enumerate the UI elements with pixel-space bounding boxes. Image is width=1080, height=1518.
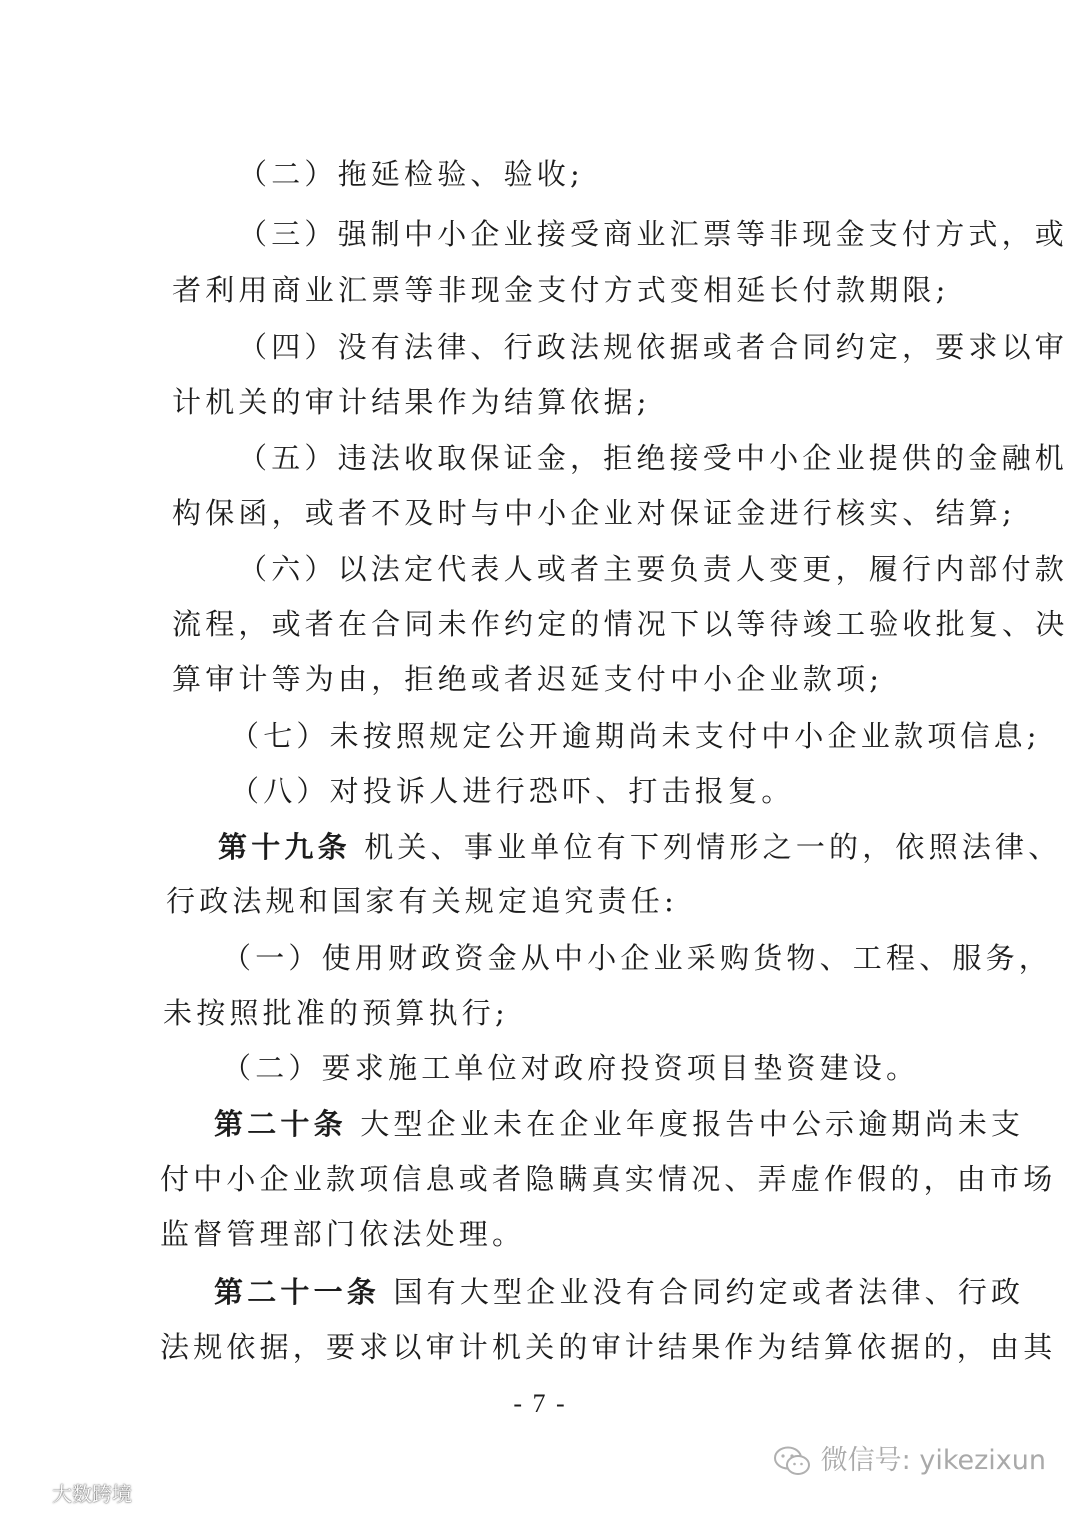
text-line: （二）拖延检验、验收; — [238, 157, 584, 191]
text-line: 流程，或者在合同未作约定的情况下以等待竣工验收批复、决 — [172, 607, 1069, 641]
text-line: （六）以法定代表人或者主要负责人变更，履行内部付款 — [238, 552, 1069, 586]
page-number: - 7 - — [513, 1389, 567, 1418]
text-line: 法规依据，要求以审计机关的审计结果作为结算依据的，由其 — [160, 1330, 1057, 1364]
text-line: （四）没有法律、行政法规依据或者合同约定，要求以审 — [238, 330, 1069, 364]
text-line: 构保函，或者不及时与中小企业对保证金进行核实、结算; — [172, 496, 1016, 530]
article-heading: 第二十条 — [214, 1107, 347, 1141]
text-line: （一）使用财政资金从中小企业采购货物、工程、服务， — [222, 941, 1053, 975]
text-line: 算审计等为由，拒绝或者迟延支付中小企业款项; — [172, 662, 884, 696]
text-line: 第二十条 大型企业未在企业年度报告中公示逾期尚未支 — [214, 1107, 1025, 1141]
article-heading: 第十九条 — [218, 830, 351, 864]
text-line: （五）违法收取保证金，拒绝接受中小企业提供的金融机 — [238, 441, 1069, 475]
text-line: （八）对投诉人进行恐吓、打击报复。 — [230, 774, 795, 808]
text-line: 计机关的审计结果作为结算依据; — [172, 385, 651, 419]
text-line: 者利用商业汇票等非现金支付方式变相延长付款期限; — [172, 273, 950, 307]
text-line: 付中小企业款项信息或者隐瞒真实情况、弄虚作假的，由市场 — [160, 1162, 1057, 1196]
text-line: 监督管理部门依法处理。 — [160, 1217, 526, 1251]
text-line: （三）强制中小企业接受商业汇票等非现金支付方式，或 — [238, 217, 1069, 251]
weibo-watermark — [12, 1481, 132, 1507]
wechat-watermark — [773, 1444, 1046, 1478]
article-heading: 第二十一条 — [214, 1275, 381, 1309]
text-line: 第十九条 机关、事业单位有下列情形之一的，依照法律、 — [218, 830, 1062, 864]
weibo-icon — [12, 1482, 48, 1506]
text-line: 行政法规和国家有关规定追究责任: — [166, 884, 678, 918]
wechat-id-text: 微信号: yikezixun — [820, 1445, 1046, 1476]
text-line: （七）未按照规定公开逾期尚未支付中小企业款项信息; — [230, 719, 1041, 753]
wechat-icon — [773, 1446, 811, 1476]
weibo-account-text: 大数跨境 — [52, 1482, 132, 1506]
text-line: （二）要求施工单位对政府投资项目垫资建设。 — [222, 1051, 920, 1085]
text-line: 未按照批准的预算执行; — [163, 996, 509, 1030]
text-line: 第二十一条 国有大型企业没有合同约定或者法律、行政 — [214, 1275, 1025, 1309]
